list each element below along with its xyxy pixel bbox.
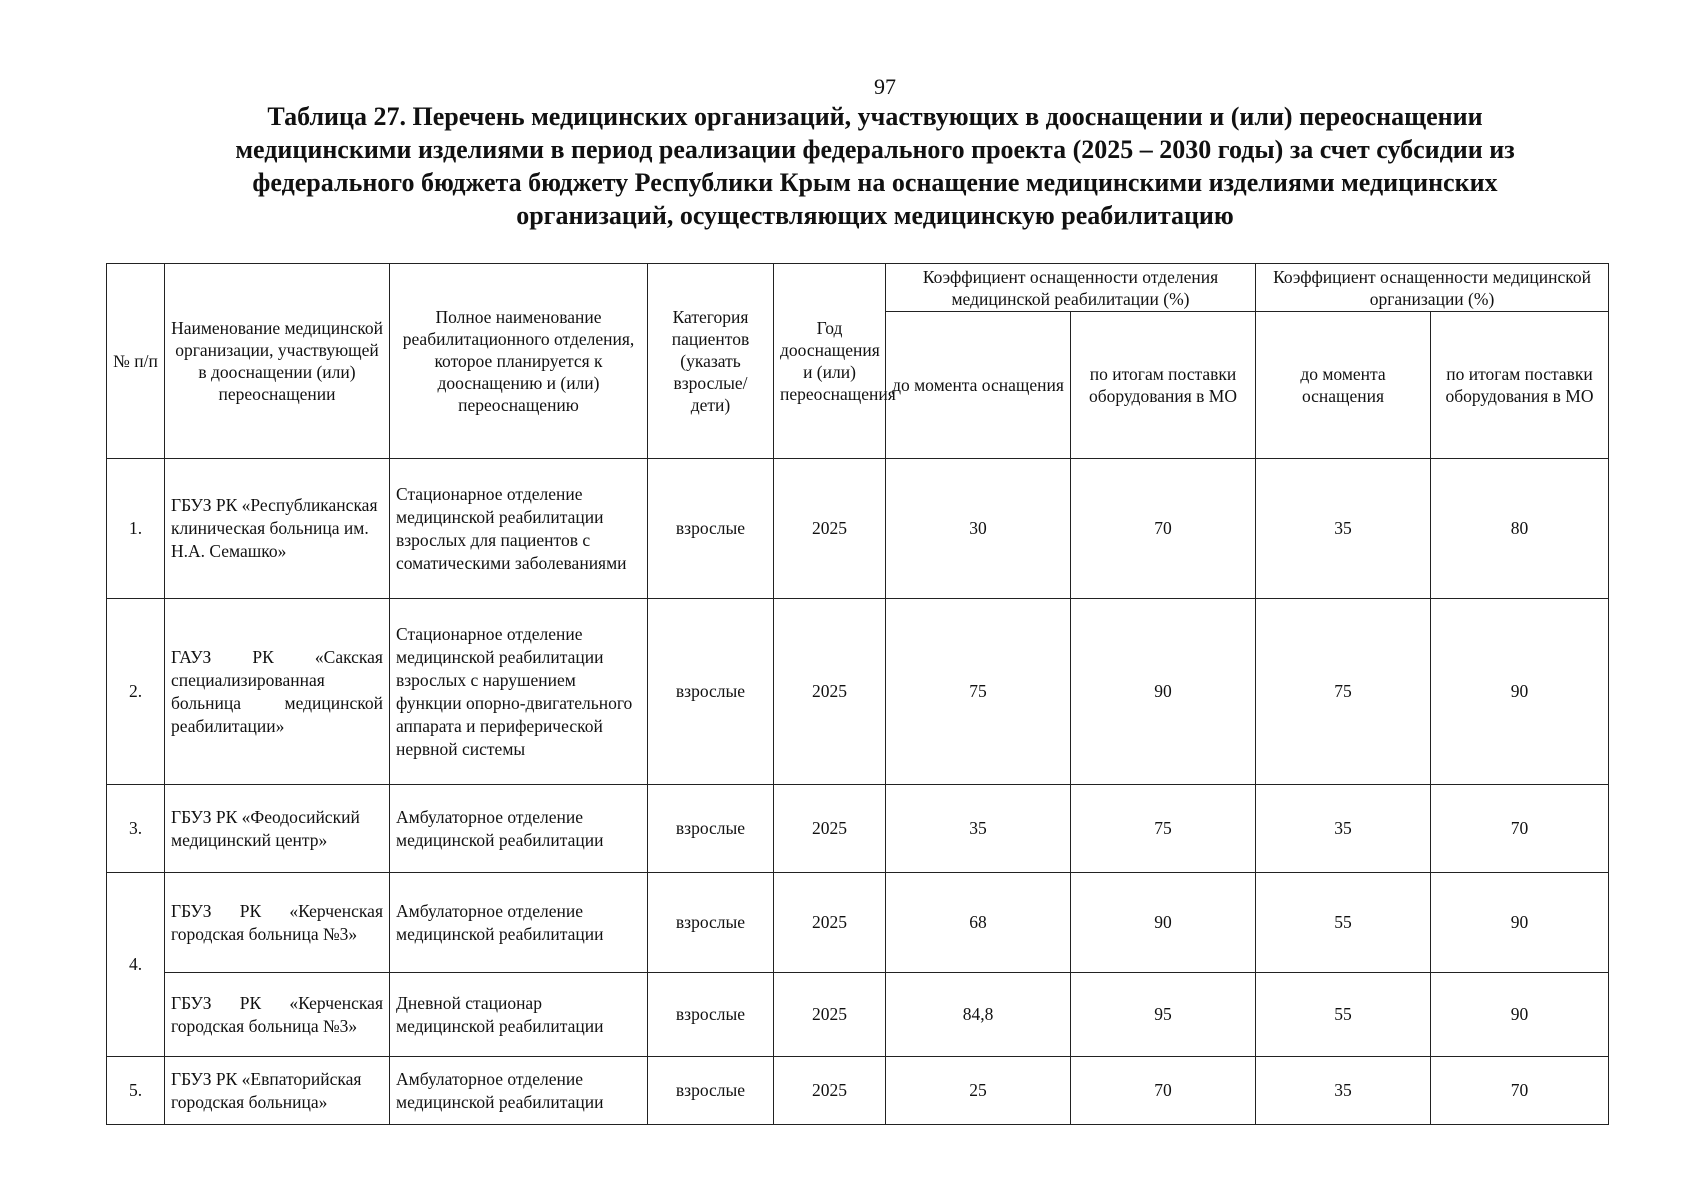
row-dept-after: 90 (1071, 873, 1256, 973)
row-num: 3. (107, 785, 165, 873)
row-dept: Амбулаторное отделение медицинской реабилитации (390, 1057, 648, 1125)
row-org-before: 35 (1256, 785, 1431, 873)
row-dept: Амбулаторное отделение медицинской реабилитации (390, 785, 648, 873)
row-num: 5. (107, 1057, 165, 1125)
row-category: взрослые (648, 873, 774, 973)
row-org-after: 80 (1431, 459, 1609, 599)
header-dept-after: по итогам поставки оборудования в МО (1071, 312, 1256, 459)
table-row (107, 459, 1609, 599)
row-dept-after: 95 (1071, 973, 1256, 1057)
row-year: 2025 (774, 785, 886, 873)
row-year: 2025 (774, 1057, 886, 1125)
row-org: ГАУЗ РК «Сакская специализированная больница медицинской реабилитации» (165, 599, 390, 785)
row-dept-before: 75 (886, 599, 1071, 785)
table-row (107, 599, 1609, 785)
header-org: Наименование медицинской организации, участвующей в дооснащении (или) переоснащении (165, 264, 390, 459)
title-line: организаций, осуществляющих медицинскую реабилитацию (516, 201, 1234, 230)
title-line: Таблица 27. Перечень медицинских организаций, участвующих в дооснащении и (или) переоснащении (267, 102, 1483, 131)
row-org-after: 70 (1431, 785, 1609, 873)
row-year: 2025 (774, 873, 886, 973)
header-dept-coef: Коэффициент оснащенности отделения медицинской реабилитации (%) (886, 264, 1256, 312)
row-dept-after: 70 (1071, 459, 1256, 599)
table-row (107, 973, 1609, 1057)
row-dept-before: 84,8 (886, 973, 1071, 1057)
header-org-coef: Коэффициент оснащенности медицинской организации (%) (1256, 264, 1609, 312)
row-dept: Стационарное отделение медицинской реабилитации взрослых для пациентов с соматическими заболеваниями (390, 459, 648, 599)
row-org: ГБУЗ РК «Республиканская клиническая больница им. Н.А. Семашко» (165, 459, 390, 599)
row-year: 2025 (774, 973, 886, 1057)
header-category: Категория пациентов (указать взрослые/ дети) (648, 264, 774, 459)
header-row (107, 264, 1609, 312)
header-dept-before: до момента оснащения (886, 312, 1071, 459)
header-org-before: до момента оснащения (1256, 312, 1431, 459)
organizations-table (106, 263, 1609, 1125)
title-line: федерального бюджета бюджету Республики Крым на оснащение медицинскими изделиями медицинских (252, 168, 1498, 197)
row-org-before: 35 (1256, 1057, 1431, 1125)
row-org: ГБУЗ РК «Керченская городская больница №3» (165, 873, 390, 973)
row-dept-before: 35 (886, 785, 1071, 873)
row-num: 2. (107, 599, 165, 785)
header-num: № п/п (107, 264, 165, 459)
table-row (107, 1057, 1609, 1125)
row-org-before: 55 (1256, 973, 1431, 1057)
header-dept: Полное наименование реабилитационного отделения, которое планируется к дооснащению и (или) переоснащению (390, 264, 648, 459)
row-org-before: 75 (1256, 599, 1431, 785)
row-dept-before: 25 (886, 1057, 1071, 1125)
row-org-after: 90 (1431, 873, 1609, 973)
row-dept: Стационарное отделение медицинской реабилитации взрослых с нарушением функции опорно-двигательного аппарата и периферической нервной системы (390, 599, 648, 785)
row-year: 2025 (774, 459, 886, 599)
row-category: взрослые (648, 1057, 774, 1125)
page-number: 97 (874, 74, 896, 99)
row-dept-after: 70 (1071, 1057, 1256, 1125)
header-org-after: по итогам поставки оборудования в МО (1431, 312, 1609, 459)
row-dept: Дневной стационар медицинской реабилитации (390, 973, 648, 1057)
table-title (180, 100, 1570, 232)
row-dept-before: 30 (886, 459, 1071, 599)
row-num: 1. (107, 459, 165, 599)
row-dept-after: 90 (1071, 599, 1256, 785)
row-dept-before: 68 (886, 873, 1071, 973)
table-row (107, 873, 1609, 973)
row-dept: Амбулаторное отделение медицинской реабилитации (390, 873, 648, 973)
row-category: взрослые (648, 599, 774, 785)
row-org: ГБУЗ РК «Феодосийский медицинский центр» (165, 785, 390, 873)
row-year: 2025 (774, 599, 886, 785)
row-org-before: 55 (1256, 873, 1431, 973)
title-line: медицинскими изделиями в период реализации федерального проекта (2025 – 2030 годы) за счет субсидии из (235, 135, 1515, 164)
header-year: Год дооснащения и (или) переоснащения (774, 264, 886, 459)
row-org-after: 90 (1431, 973, 1609, 1057)
row-category: взрослые (648, 459, 774, 599)
row-org-after: 70 (1431, 1057, 1609, 1125)
row-num: 4. (107, 873, 165, 1057)
row-org: ГБУЗ РК «Керченская городская больница №3» (165, 973, 390, 1057)
row-org: ГБУЗ РК «Евпаторийская городская больница» (165, 1057, 390, 1125)
row-org-before: 35 (1256, 459, 1431, 599)
row-dept-after: 75 (1071, 785, 1256, 873)
row-category: взрослые (648, 973, 774, 1057)
row-org-after: 90 (1431, 599, 1609, 785)
row-category: взрослые (648, 785, 774, 873)
table-row (107, 785, 1609, 873)
